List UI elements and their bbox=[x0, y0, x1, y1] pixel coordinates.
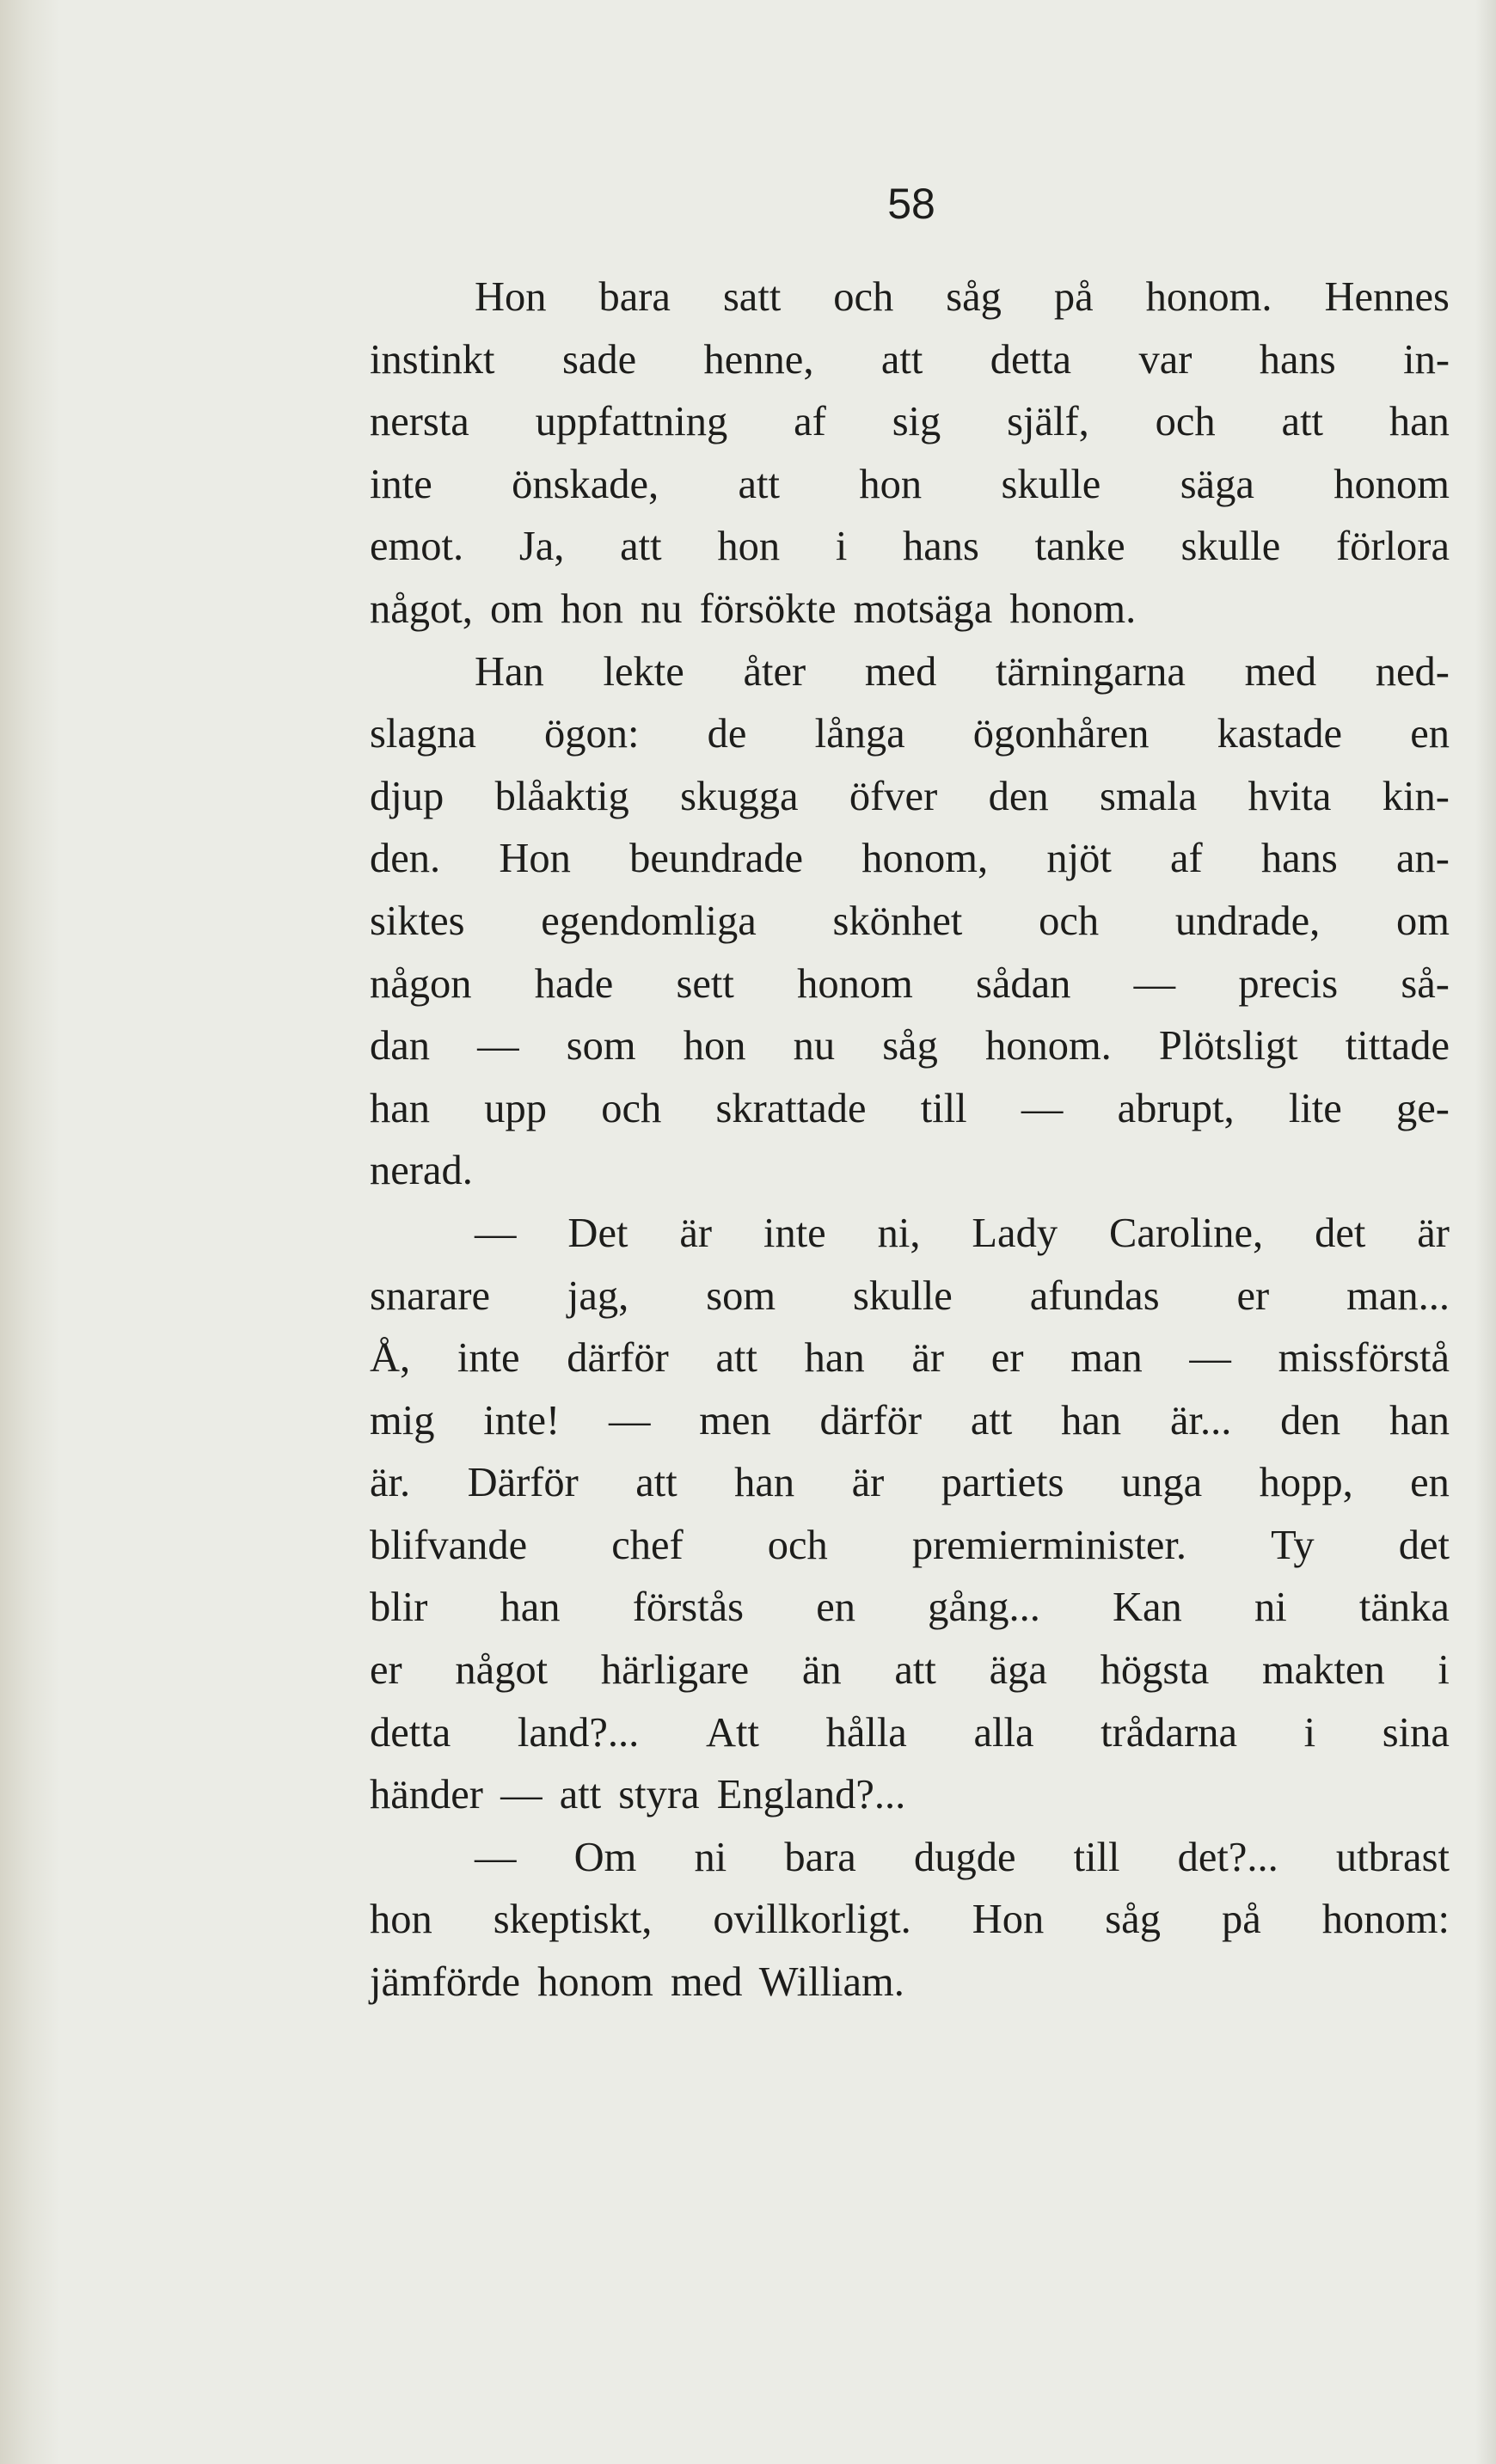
text-line: något, om hon nu försökte motsäga honom. bbox=[370, 585, 1137, 632]
text-line: nerad. bbox=[370, 1148, 473, 1194]
text-line: er något härligare än att äga högsta makten i bbox=[370, 1647, 1450, 1694]
text-line: slagna ögon: de långa ögonhåren kastade en bbox=[370, 711, 1450, 757]
text-line: — Det är inte ni, Lady Caroline, det är bbox=[475, 1210, 1450, 1256]
text-line: dan — som hon nu såg honom. Plötsligt tittade bbox=[370, 1023, 1450, 1070]
text-line: någon hade sett honom sådan — precis så- bbox=[370, 960, 1450, 1007]
text-line: djup blåaktig skugga öfver den smala hvita kin- bbox=[370, 773, 1450, 819]
text-line: hon skeptiskt, ovillkorligt. Hon såg på honom: bbox=[370, 1897, 1450, 1943]
text-line: inte önskade, att hon skulle säga honom bbox=[370, 461, 1450, 507]
page-edge bbox=[1475, 0, 1496, 2464]
page-gutter-shadow bbox=[0, 0, 60, 2464]
text-line: den. Hon beundrade honom, njöt af hans an- bbox=[370, 836, 1450, 882]
body-text bbox=[370, 267, 1450, 2014]
page-number: 58 bbox=[887, 180, 935, 228]
text-line: är. Därför att han är partiets unga hopp, en bbox=[370, 1460, 1450, 1506]
text-line: snarare jag, som skulle afundas er man... bbox=[370, 1272, 1450, 1319]
text-line: detta land?... Att hålla alla trådarna i sina bbox=[370, 1709, 1450, 1756]
text-line: — Om ni bara dugde till det?... utbrast bbox=[475, 1834, 1450, 1880]
text-line: instinkt sade henne, att detta var hans in- bbox=[370, 336, 1450, 383]
text-line: blir han förstås en gång... Kan ni tänka bbox=[370, 1584, 1450, 1631]
text-line: händer — att styra England?... bbox=[370, 1772, 906, 1818]
text-line: blifvande chef och premierminister. Ty det bbox=[370, 1522, 1450, 1568]
text-line: Å, inte därför att han är er man — missförstå bbox=[370, 1335, 1450, 1382]
text-line: han upp och skrattade till — abrupt, lite ge- bbox=[370, 1085, 1450, 1131]
text-line: jämförde honom med William. bbox=[370, 1959, 904, 2006]
text-line: nersta uppfattning af sig själf, och att han bbox=[370, 399, 1450, 445]
text-line: Han lekte åter med tärningarna med ned- bbox=[475, 648, 1450, 695]
text-line: siktes egendomliga skönhet och undrade, om bbox=[370, 898, 1450, 944]
text-line: emot. Ja, att hon i hans tanke skulle förlora bbox=[370, 524, 1450, 570]
text-line: mig inte! — men därför att han är... den han bbox=[370, 1397, 1450, 1443]
text-line: Hon bara satt och såg på honom. Hennes bbox=[475, 274, 1450, 320]
